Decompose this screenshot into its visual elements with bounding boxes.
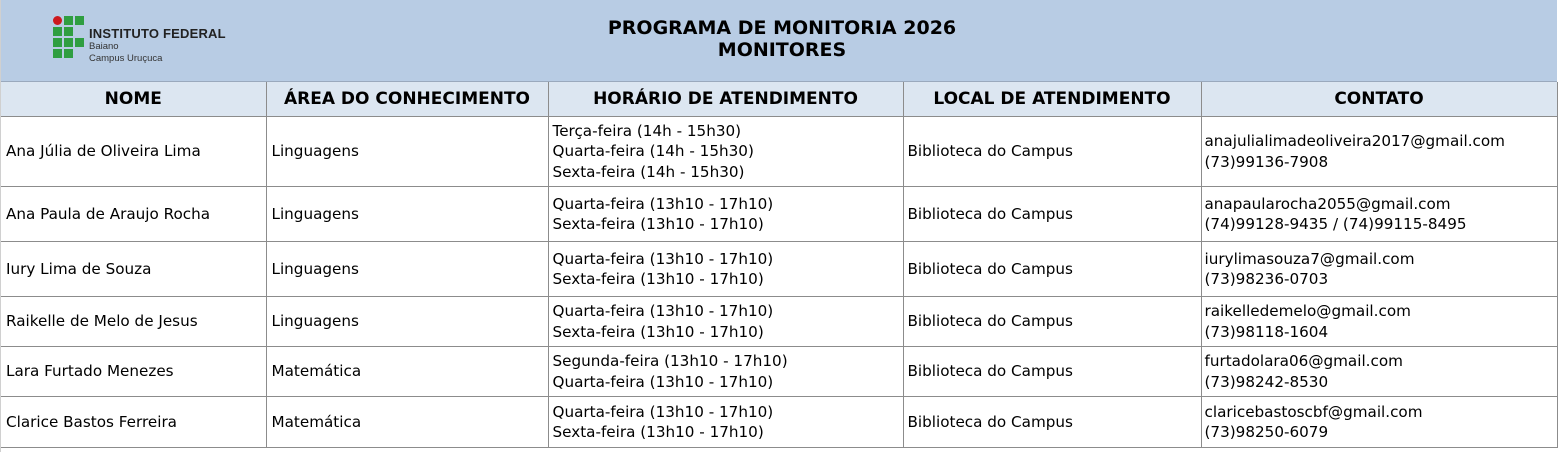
cell-area: Linguagens: [266, 297, 548, 347]
table-row: [1, 347, 1557, 397]
column-header-schedule: HORÁRIO DE ATENDIMENTO: [548, 82, 903, 117]
cell-schedule: [548, 117, 903, 187]
cell-location: Biblioteca do Campus: [903, 297, 1201, 347]
cell-contact: [1201, 187, 1557, 242]
contact-phone: (73)98242-8530: [1204, 372, 1329, 391]
schedule-line: Quarta-feira (13h10 - 17h10): [552, 249, 774, 268]
schedule-line: Sexta-feira (13h10 - 17h10): [552, 270, 764, 288]
cell-area: Matemática: [266, 397, 548, 448]
cell-contact: [1201, 297, 1557, 347]
header-banner: [1, 0, 1557, 82]
contact-phone: (73)98250-6079: [1204, 423, 1329, 441]
monitors-table: [1, 82, 1558, 448]
cell-location: Biblioteca do Campus: [903, 397, 1201, 448]
title-line-1: PROGRAMA DE MONITORIA 2026: [607, 17, 957, 39]
cell-schedule: [548, 347, 903, 397]
logo-name: INSTITUTO FEDERAL: [89, 26, 226, 41]
cell-name: Clarice Bastos Ferreira: [1, 397, 266, 448]
cell-contact: [1201, 242, 1557, 297]
contact-phone: (73)98118-1604: [1204, 322, 1329, 341]
column-header-area: ÁREA DO CONHECIMENTO: [266, 82, 548, 117]
column-header-contact: CONTATO: [1201, 82, 1557, 117]
table-row: [1, 397, 1557, 448]
contact-phone: (73)99136-7908: [1204, 152, 1329, 171]
cell-location: Biblioteca do Campus: [903, 117, 1201, 187]
cell-contact: [1201, 397, 1557, 448]
contact-phone: (74)99128-9435 / (74)99115-8495: [1204, 215, 1467, 233]
contact-email: iurylimasouza7@gmail.com: [1204, 249, 1415, 268]
contact-email: claricebastoscbf@gmail.com: [1204, 402, 1423, 421]
cell-schedule: [548, 297, 903, 347]
schedule-line: Sexta-feira (14h - 15h30): [552, 162, 745, 181]
contact-email: anapaularocha2055@gmail.com: [1204, 194, 1451, 213]
schedule-line: Quarta-feira (13h10 - 17h10): [552, 302, 774, 320]
cell-name: Iury Lima de Souza: [1, 242, 266, 297]
table-row: [1, 242, 1557, 297]
cell-location: Biblioteca do Campus: [903, 187, 1201, 242]
schedule-line: Sexta-feira (13h10 - 17h10): [552, 423, 764, 441]
table-row: [1, 187, 1557, 242]
column-header-location: LOCAL DE ATENDIMENTO: [903, 82, 1201, 117]
cell-name: Ana Júlia de Oliveira Lima: [1, 117, 266, 187]
schedule-line: Quarta-feira (13h10 - 17h10): [552, 372, 774, 391]
table-row: [1, 117, 1557, 187]
page-title: [1, 17, 1557, 61]
schedule-line: Quarta-feira (13h10 - 17h10): [552, 402, 774, 421]
cell-contact: [1201, 117, 1557, 187]
logo-subtitle: Baiano: [89, 41, 119, 52]
schedule-line: Quarta-feira (14h - 15h30): [552, 142, 754, 161]
schedule-line: Segunda-feira (13h10 - 17h10): [552, 352, 788, 370]
title-line-2: MONITORES: [717, 39, 847, 61]
contact-email: anajulialimadeoliveira2017@gmail.com: [1204, 132, 1505, 150]
schedule-line: Sexta-feira (13h10 - 17h10): [552, 322, 764, 341]
cell-name: Ana Paula de Araujo Rocha: [1, 187, 266, 242]
cell-area: Linguagens: [266, 117, 548, 187]
cell-area: Matemática: [266, 347, 548, 397]
cell-schedule: [548, 242, 903, 297]
logo-campus: Campus Uruçuca: [89, 52, 163, 64]
cell-schedule: [548, 397, 903, 448]
cell-schedule: [548, 187, 903, 242]
column-header-name: NOME: [1, 82, 266, 117]
table-row: [1, 297, 1557, 347]
contact-phone: (73)98236-0703: [1204, 270, 1329, 288]
cell-location: Biblioteca do Campus: [903, 242, 1201, 297]
schedule-line: Quarta-feira (13h10 - 17h10): [552, 194, 774, 213]
cell-name: Raikelle de Melo de Jesus: [1, 297, 266, 347]
table-header-row: [1, 82, 1557, 117]
cell-name: Lara Furtado Menezes: [1, 347, 266, 397]
contact-email: furtadolara06@gmail.com: [1204, 352, 1403, 370]
cell-contact: [1201, 347, 1557, 397]
cell-area: Linguagens: [266, 242, 548, 297]
cell-area: Linguagens: [266, 187, 548, 242]
schedule-line: Sexta-feira (13h10 - 17h10): [552, 215, 764, 233]
schedule-line: Terça-feira (14h - 15h30): [552, 121, 742, 140]
contact-email: raikelledemelo@gmail.com: [1204, 302, 1411, 320]
cell-location: Biblioteca do Campus: [903, 347, 1201, 397]
